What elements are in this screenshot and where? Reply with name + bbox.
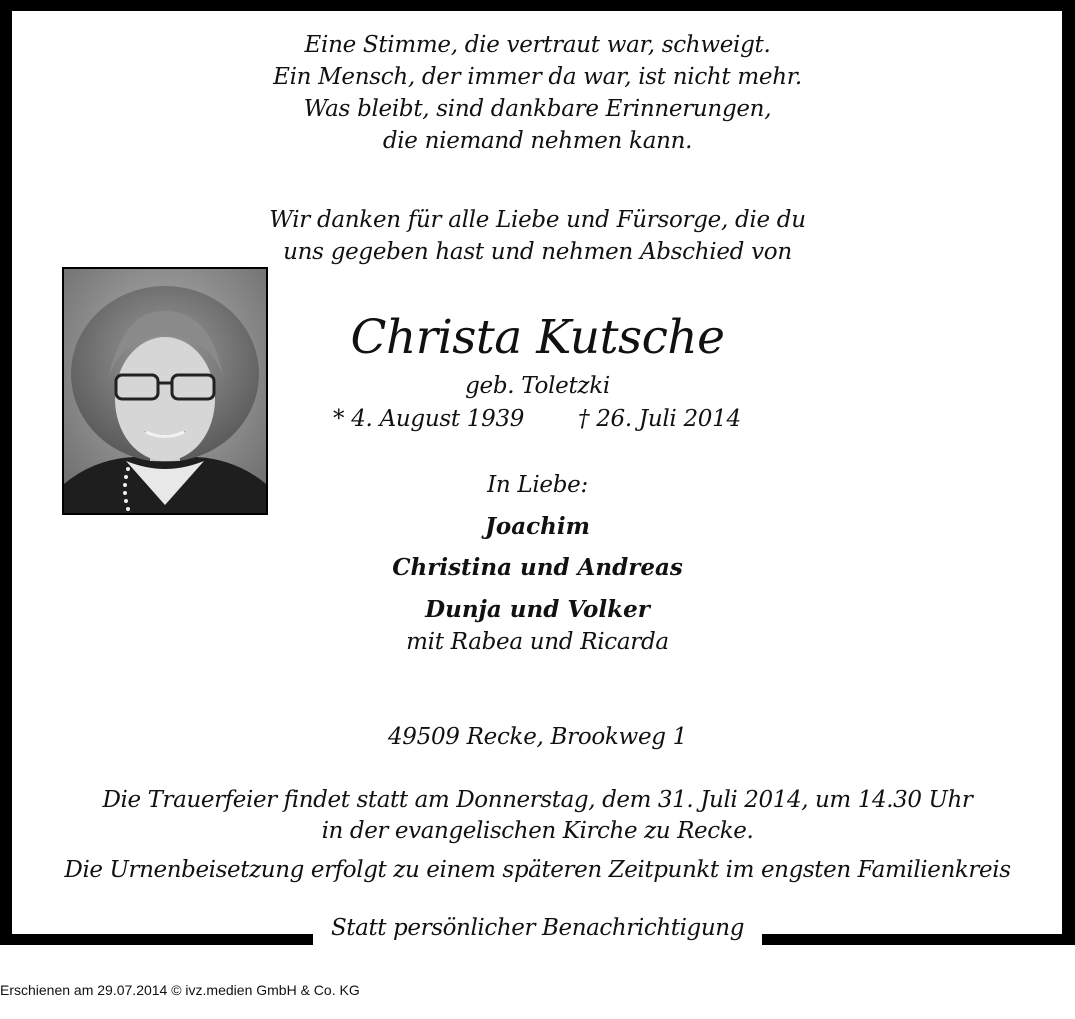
- death-date: † 26. Juli 2014: [578, 406, 741, 432]
- thanks-line-2: uns gegeben hast und nehmen Abschied von: [283, 239, 792, 265]
- poem-line-4: die niemand nehmen kann.: [382, 128, 693, 154]
- mourner-3: Dunja und Volker: [425, 596, 650, 623]
- deceased-name: Christa Kutsche: [350, 310, 725, 365]
- poem-line-2: Ein Mensch, der immer da war, ist nicht mehr.: [273, 64, 802, 90]
- birth-date: * 4. August 1939: [333, 406, 525, 432]
- maiden-name: geb. Toletzki: [465, 373, 610, 399]
- publication-footer: Erschienen am 29.07.2014 © ivz.medien GmbH & Co. KG: [0, 982, 360, 998]
- service-line-2: in der evangelischen Kirche zu Recke.: [321, 818, 754, 844]
- mourner-4: mit Rabea und Ricarda: [406, 629, 669, 655]
- thanks-line-1: Wir danken für alle Liebe und Fürsorge, die du: [269, 207, 806, 233]
- address: 49509 Recke, Brookweg 1: [387, 724, 688, 750]
- mourner-2: Christina und Andreas: [392, 554, 683, 581]
- poem-line-1: Eine Stimme, die vertraut war, schweigt.: [304, 32, 771, 58]
- service-line-1: Die Trauerfeier findet statt am Donnerstag, dem 31. Juli 2014, um 14.30 Uhr: [102, 787, 973, 813]
- mourner-1: Joachim: [485, 513, 590, 540]
- mourners-intro: In Liebe:: [487, 472, 588, 498]
- service-line-3: Die Urnenbeisetzung erfolgt zu einem späteren Zeitpunkt im engsten Familienkreis: [64, 857, 1011, 883]
- closing-note: Statt persönlicher Benachrichtigung: [330, 915, 745, 941]
- poem-line-3: Was bleibt, sind dankbare Erinnerungen,: [303, 96, 772, 122]
